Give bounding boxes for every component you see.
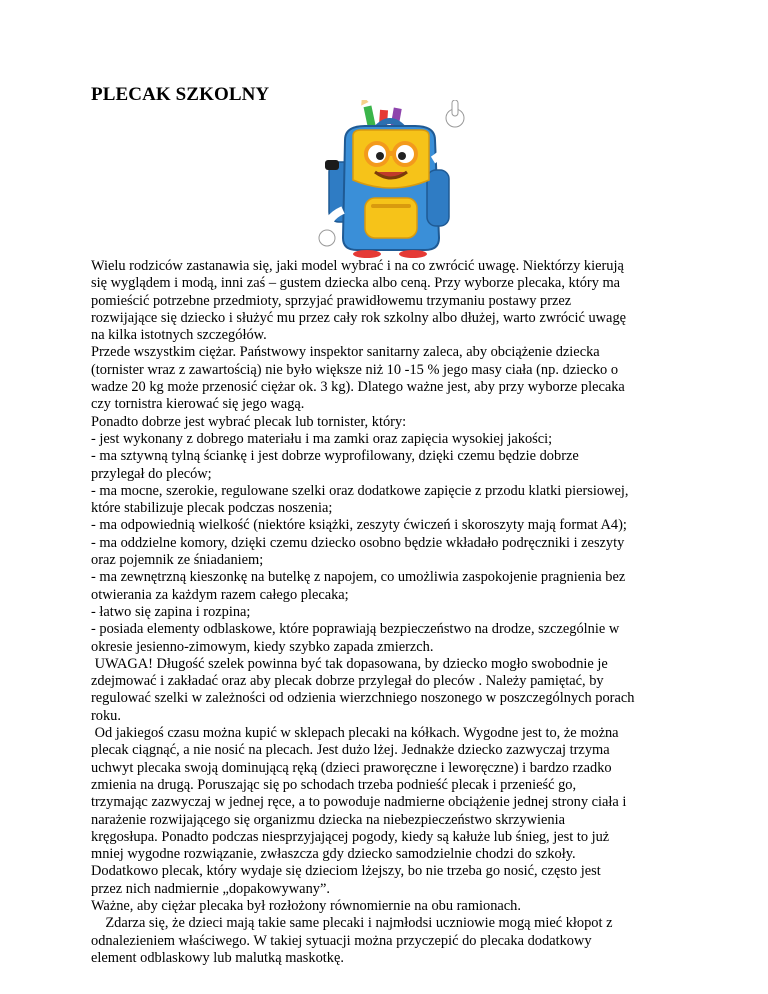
text-line: się wyglądem i modą, inni zaś – gustem dziecka albo ceną. Przy wyborze plecaka, który ma: [91, 275, 621, 292]
text-line: na kilka istotnych szczegółów.: [91, 327, 267, 344]
text-line: czy tornistra kierować się jego wagą.: [91, 396, 305, 413]
text-line: mniej wygodne rozwiązanie, zwłaszcza gdy dziecko samodzielnie chodzi do szkoły.: [91, 846, 576, 863]
text-line: kręgosłupa. Ponadto podczas niesprzyjającej pogody, kiedy są kałuże lub śnieg, jest to już: [91, 828, 610, 845]
text-line: regulować szelki w zależności od odzienia wierzchniego noszonego w poszczególnych porach: [91, 690, 635, 707]
cartoon-backpack-illustration: [305, 100, 475, 258]
list-item: - ma oddzielne komory, dzięki czemu dziecko osobno będzie wkładało podręczniki i zeszyty: [91, 534, 625, 551]
text-line: element odblaskowy lub malutką maskotkę.: [91, 949, 344, 966]
text-line: przylegał do pleców;: [91, 465, 212, 482]
text-line: które stabilizuje plecak podczas noszenia;: [91, 500, 333, 517]
list-item: - ma odpowiednią wielkość (niektóre książki, zeszyty ćwiczeń i skoroszyty mają format A4);: [91, 517, 627, 534]
text-line: Ważne, aby ciężar plecaka był rozłożony równomiernie na obu ramionach.: [91, 897, 521, 914]
text-line: przez nich nadmiernie „dopakowywany”.: [91, 880, 330, 897]
text-line: wadze 20 kg może przenosić ciężar ok. 3 kg). Dlatego ważne jest, aby przy wyborze plecaka: [91, 379, 625, 396]
list-item: - ma mocne, szerokie, regulowane szelki oraz dodatkowe zapięcie z przodu klatki piersiowej,: [91, 482, 629, 499]
list-item: - jest wykonany z dobrego materiału i ma zamki oraz zapięcia wysokiej jakości;: [91, 430, 553, 447]
text-line: otwierania za każdym razem całego plecaka;: [91, 586, 349, 603]
text-line: uchwyt plecaka swoją dominującą ręką (dzieci praworęczne i leworęczne) i bardzo rzadko: [91, 759, 612, 776]
list-item: - posiada elementy odblaskowe, które poprawiają bezpieczeństwo na drodze, szczególnie w: [91, 621, 620, 638]
text-line: Zdarza się, że dzieci mają takie same plecaki i najmłodsi uczniowie mogą mieć kłopot z: [91, 915, 613, 932]
page-title: PLECAK SZKOLNY: [91, 84, 270, 105]
text-line: trzymając zazwyczaj w jednej ręce, a to powoduje nadmierne obciążenie jednej strony ciała i: [91, 794, 627, 811]
text-line: oraz pojemnik ze śniadaniem;: [91, 552, 264, 569]
text-line: rozwijające się dziecko i służyć mu przez cały rok szkolny albo dłużej, warto zwrócić uwagę: [91, 309, 627, 326]
text-line: Wielu rodziców zastanawia się, jaki model wybrać i na co zwrócić uwagę. Niektórzy kierują: [91, 258, 624, 274]
text-line: okresie jesienno-zimowym, kiedy szybko zapada zmierzch.: [91, 638, 434, 655]
text-line: plecak ciągnąć, a nie nosić na plecach. Jest dużo lżej. Jednakże dziecko zazwyczaj trzyma: [91, 742, 610, 759]
text-line: zmienia na drugą. Poruszając się po schodach trzeba podnieść plecak i przenieść go,: [91, 776, 577, 793]
text-line: UWAGA! Długość szelek powinna być tak dopasowana, by dziecko mogło swobodnie je: [91, 655, 608, 672]
text-line: Przede wszystkim ciężar. Państwowy inspektor sanitarny zaleca, aby obciążenie dziecka: [91, 344, 600, 361]
text-line: Od jakiegoś czasu można kupić w sklepach plecaki na kółkach. Wygodne jest to, że można: [91, 725, 619, 742]
list-item: - ma zewnętrzną kieszonkę na butelkę z napojem, co umożliwia zaspokojenie pragnienia bez: [91, 569, 626, 586]
text-line: Ponadto dobrze jest wybrać plecak lub tornister, który:: [91, 413, 407, 430]
text-line: Dodatkowo plecak, który wydaje się dzieciom lżejszy, bo nie trzeba go nosić, często jest: [91, 863, 601, 880]
list-item: - ma sztywną tylną ściankę i jest dobrze wyprofilowany, dzięki czemu będzie dobrze: [91, 448, 579, 465]
text-line: narażenie rozwijającego się organizmu dziecka na niebezpieczeństwo skrzywienia: [91, 811, 565, 828]
list-item: - łatwo się zapina i rozpina;: [91, 603, 251, 620]
text-line: roku.: [91, 707, 121, 724]
body-text: [91, 258, 691, 967]
text-line: odnalezieniem właściwego. W takiej sytuacji można przyczepić do plecaka dodatkowy: [91, 932, 592, 949]
text-line: (tornister wraz z zawartością) nie było większe niż 10 -15 % jego masy ciała (np. dziecko o: [91, 361, 619, 378]
text-line: zdejmować i zakładać oraz aby plecak dobrze przylegał do pleców . Należy pamiętać, by: [91, 673, 604, 690]
text-line: pomieścić potrzebne przedmioty, sprzyjać prawidłowemu trzymaniu postawy przez: [91, 292, 572, 309]
backpack-icon: [305, 100, 475, 258]
